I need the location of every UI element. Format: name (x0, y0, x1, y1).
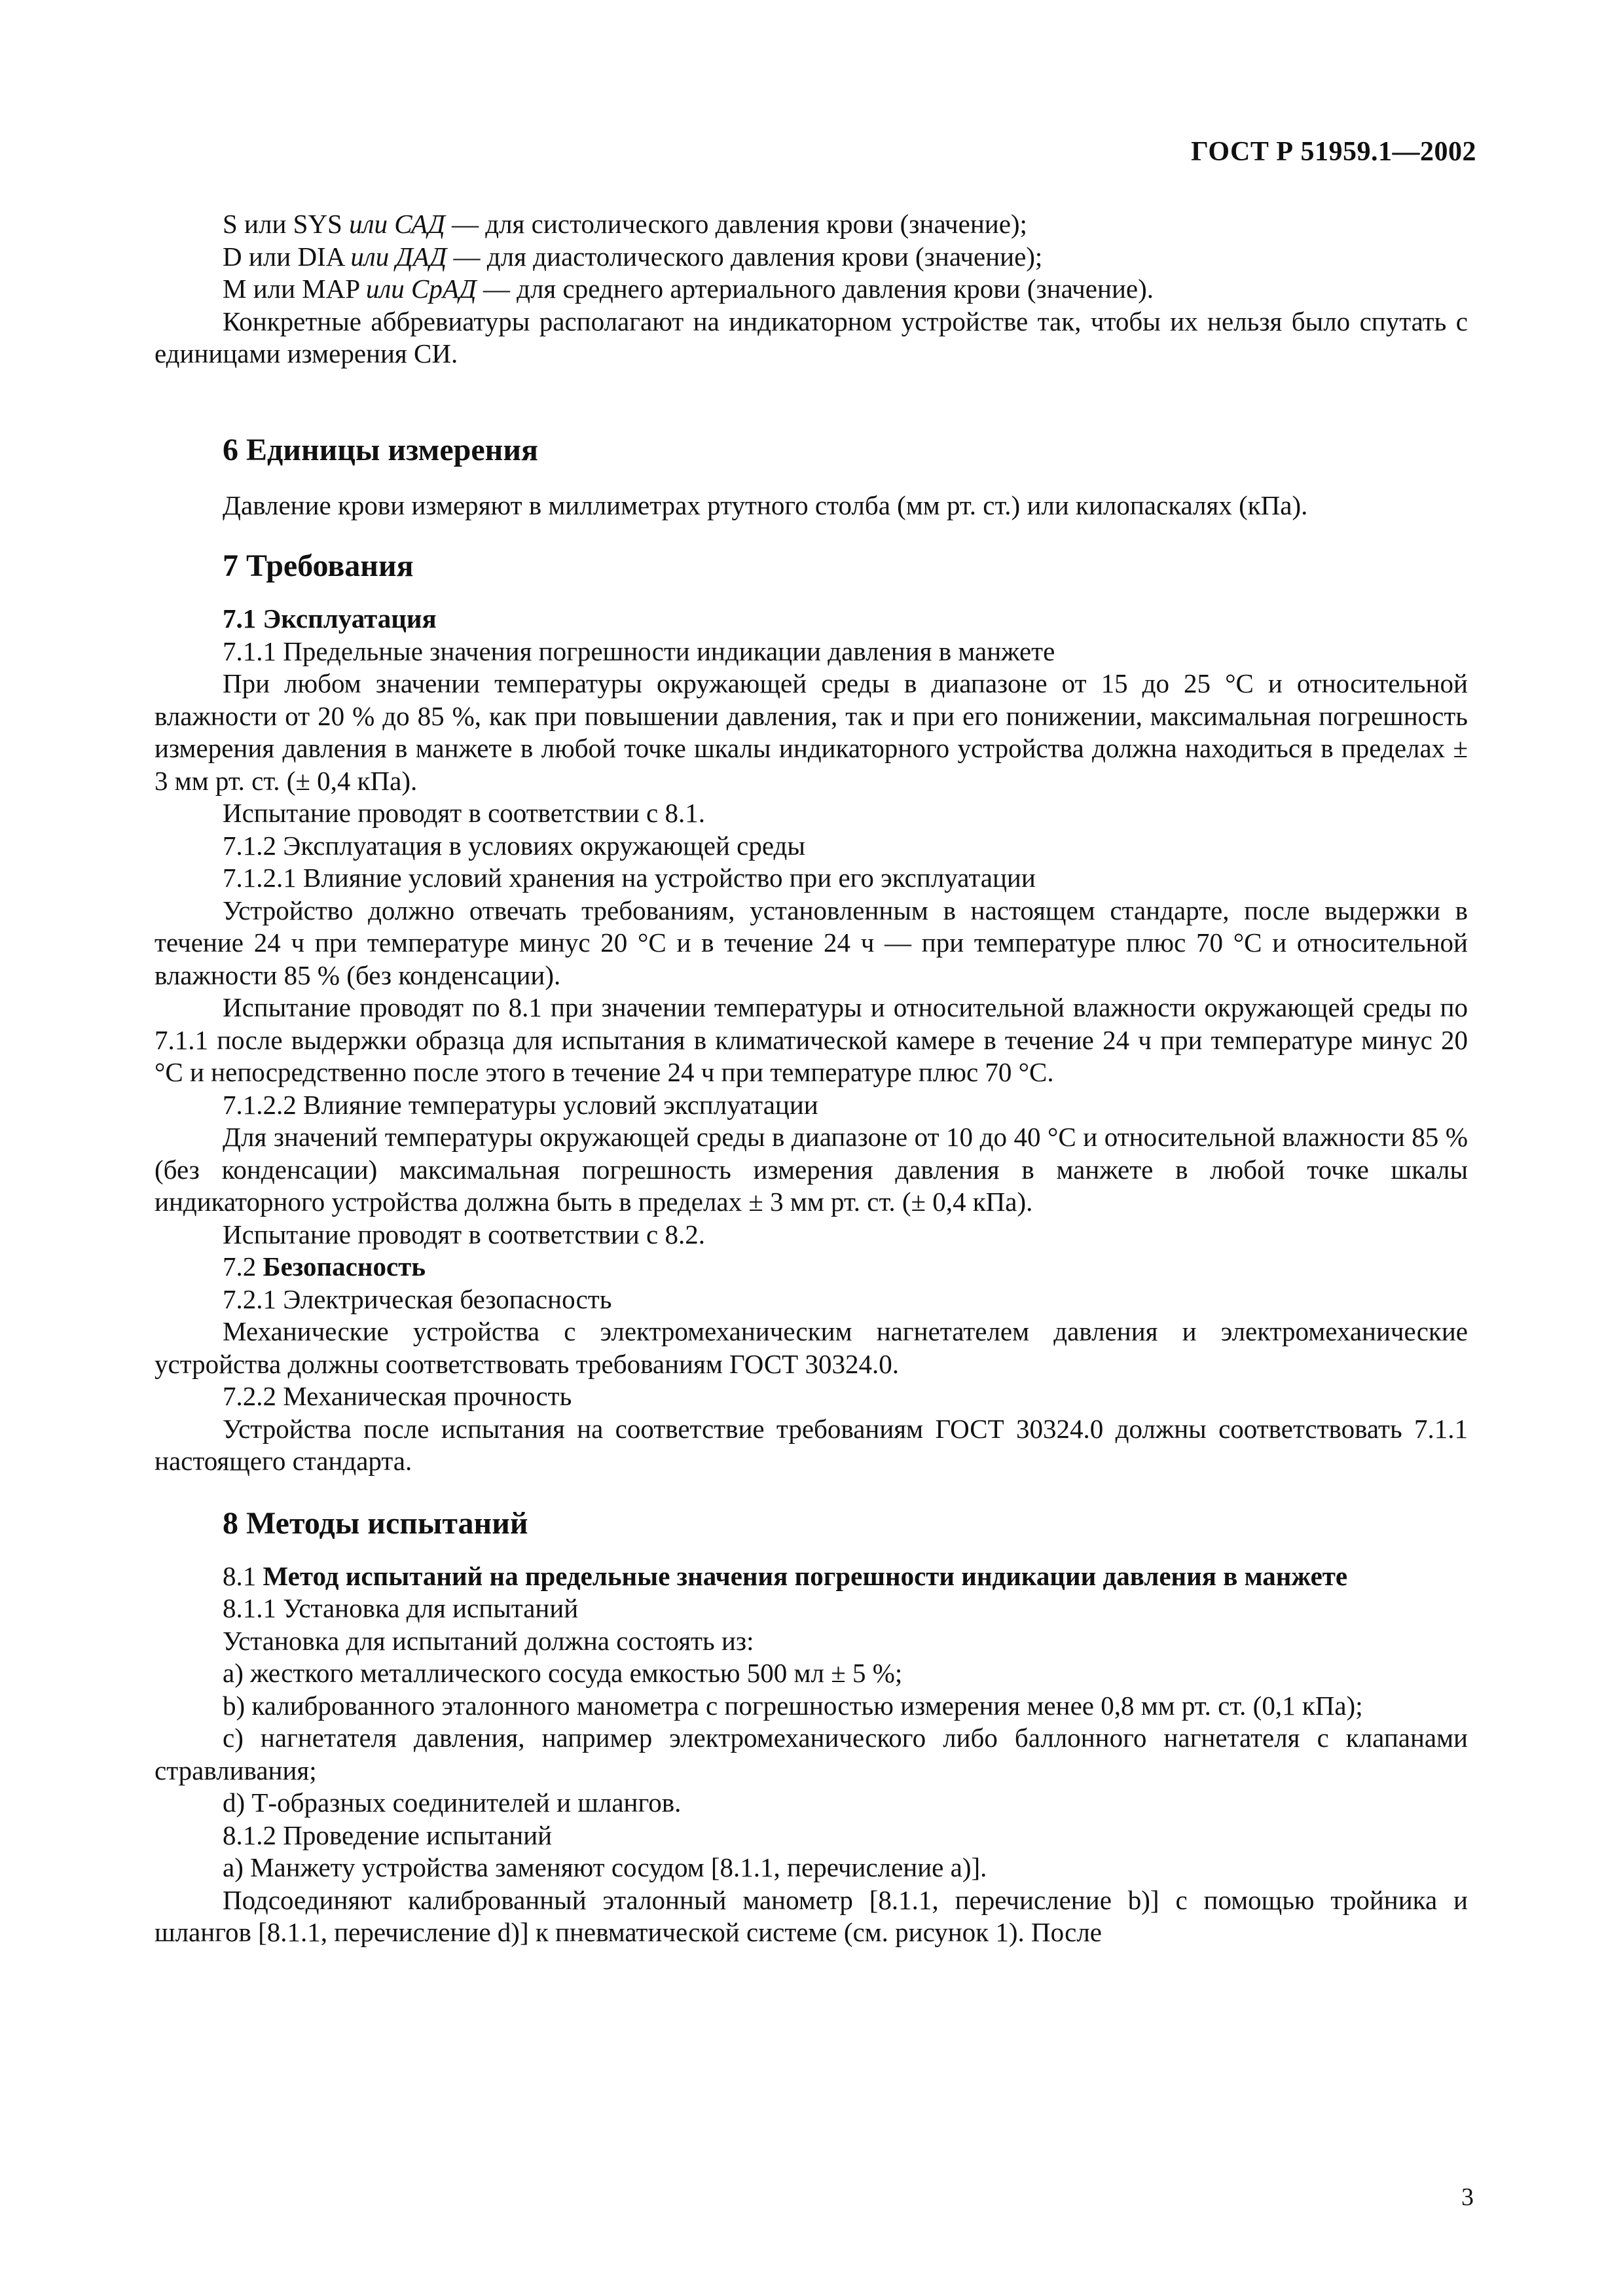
paragraph: Испытание проводят в соответствии с 8.1. (223, 798, 705, 828)
clause-heading: 8.1.2 Проведение испытаний (223, 1820, 553, 1850)
clause-heading: 7.1.2.1 Влияние условий хранения на устройство при его эксплуатации (223, 863, 1036, 893)
subsection-heading-7-2: 7.2 Безопасность (223, 1251, 426, 1282)
subsection-heading-7-1: 7.1 Эксплуатация (223, 603, 437, 634)
subsection-heading-8-1: 8.1 Метод испытаний на предельные значения погрешности индикации давления в манжете (223, 1560, 1348, 1591)
paragraph: Подсоединяют калиброванный эталонный манометр [8.1.1, перечисление b)] с помощью тройника и шлангов [8.1.1, перечисление d)] к пневматической системе (см. рисунок 1). После (155, 1884, 1468, 1947)
section-heading-6: 6 Единицы измерения (223, 432, 538, 467)
clause-heading: 7.2.2 Механическая прочность (223, 1381, 572, 1411)
paragraph: Устройства после испытания на соответствие требованиям ГОСТ 30324.0 должны соответствовать 7.1.1 настоящего стандарта. (155, 1413, 1468, 1476)
list-item-a: a) жесткого металлического сосуда емкостью 500 мл ± 5 %; (223, 1658, 903, 1688)
clause-heading: 7.1.1 Предельные значения погрешности индикации давления в манжете (223, 636, 1055, 666)
clause-heading: 7.1.2.2 Влияние температуры условий эксплуатации (223, 1089, 818, 1120)
list-item-d: d) Т-образных соединителей и шлангов. (223, 1787, 682, 1818)
abbrev-map: M или MAP или СрАД — для среднего артериального давления крови (значение). (223, 274, 1154, 304)
paragraph: При любом значении температуры окружающей среды в диапазоне от 15 до 25 °С и относительной влажности от 20 % до 85 %, как при повышении давления, так и при его понижении, максимальная погрешность измерения давления в манжете в любой точке шкалы индикаторного устройства должна находиться в пределах ± 3 мм рт. ст. (± 0,4 кПа). (155, 668, 1468, 796)
list-item-c: c) нагнетателя давления, например электромеханического либо баллонного нагнетателя с клапанами стравливания; (155, 1723, 1468, 1785)
clause-heading: 7.2.1 Электрическая безопасность (223, 1283, 612, 1314)
paragraph: Давление крови измеряют в миллиметрах ртутного столба (мм рт. ст.) или килопаскалях (кПа). (223, 490, 1308, 520)
paragraph: Установка для испытаний должна состоять из: (223, 1625, 754, 1656)
list-item-b: b) калиброванного эталонного манометра с погрешностью измерения менее 0,8 мм рт. ст. (0,1 кПа); (223, 1690, 1363, 1721)
paragraph: Для значений температуры окружающей среды в диапазоне от 10 до 40 °С и относительной влажности 85 % (без конденсации) максимальная погрешность измерения давления в манжете в любой точке шкалы индикаторного устройства должна быть в пределах ± 3 мм рт. ст. (± 0,4 кПа). (155, 1122, 1468, 1217)
page-content (155, 208, 1468, 1949)
paragraph: Испытание проводят в соответствии с 8.2. (223, 1219, 705, 1249)
paragraph: Устройство должно отвечать требованиям, установленным в настоящем стандарте, после выдержки в течение 24 ч при температуре минус 20 °С и в течение 24 ч — при температуре плюс 70 °С и относительной влажности 85 % (без конденсации). (155, 895, 1468, 990)
paragraph: Конкретные аббревиатуры располагают на индикаторном устройстве так, чтобы их нельзя было спутать с единицами измерения СИ. (155, 306, 1468, 368)
paragraph: Механические устройства с электромеханическим нагнетателем давления и электромеханические устройства должны соответствовать требованиям ГОСТ 30324.0. (155, 1316, 1468, 1379)
abbrev-dia: D или DIA или ДАД — для диастолического давления крови (значение); (223, 241, 1043, 272)
section-heading-7: 7 Требования (223, 548, 414, 583)
list-item-a: a) Манжету устройства заменяют сосудом [8.1.1, перечисление a)]. (223, 1852, 987, 1882)
page-number: 3 (1461, 2183, 1474, 2211)
document-header: ГОСТ Р 51959.1—2002 (1191, 137, 1476, 167)
clause-heading: 8.1.1 Установка для испытаний (223, 1593, 579, 1623)
paragraph: Испытание проводят по 8.1 при значении температуры и относительной влажности окружающей среды по 7.1.1 после выдержки образца для испытания в климатической камере в течение 24 ч при температуре минус 20 °С и непосредственно после этого в течение 24 ч при температуре плюс 70 °С. (155, 992, 1468, 1087)
abbrev-sys: S или SYS или САД — для систолического давления крови (значение); (223, 209, 1027, 239)
section-heading-8: 8 Методы испытаний (223, 1505, 528, 1541)
clause-heading: 7.1.2 Эксплуатация в условиях окружающей среды (223, 830, 805, 861)
